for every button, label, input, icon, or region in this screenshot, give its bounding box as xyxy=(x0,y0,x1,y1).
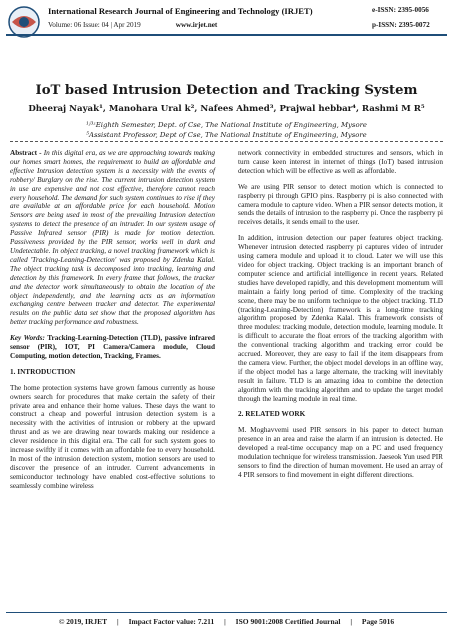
related-work-heading: 2. RELATED WORK xyxy=(238,410,306,419)
paper-authors: Dheeraj Nayak¹, Manohara Ural k², Nafees Ahmed³, Prajwal hebbar⁴, Rashmi M R⁵ xyxy=(28,104,425,114)
abstract xyxy=(10,149,215,327)
footer-sep: | xyxy=(224,617,226,626)
journal-name: International Research Journal of Engineering and Technology (IRJET) xyxy=(48,6,313,16)
footer-iso: ISO 9001:2008 Certified Journal xyxy=(235,617,341,626)
pir-paragraph: We are using PIR sensor to detect motion which is connected to raspberry pi through GPIO pins. Raspberry pi is also connected with camera module to capture video. When a PIR sensor detects motion, it sends the details of intrusion to the raspberry pi. Once the raspberry pi receives details, it sends email to the user. xyxy=(238,182,443,227)
footer-copyright: © 2019, IRJET xyxy=(58,617,108,626)
related-work-paragraph: M. Moghavvemi used PIR sensors in his paper to detect human presence in an area and raise the alarm if an intrusion is detected. He developed a real-time occupancy map on a PC and used frequency modulation technique for wireless transmission. Jaeseok Yun used PIR sensors to find the direction of human movement. He used an array of 4 PIR sensors to find movement in eight different directions. xyxy=(238,426,443,479)
page-footer xyxy=(0,612,453,632)
affiliation-students: ¹ʲ³ʴEighth Semester, Dept. of Cse, The National Institute of Engineering, Mysore xyxy=(86,121,367,129)
journal-header xyxy=(0,0,453,44)
keywords-label: Key Words: xyxy=(10,334,45,343)
intro-paragraph-cont: network connectivity in embedded structures and sensors, which in turn cause keen interest in internet of things (IoT) based intrusion detection which will be effective as well as affordable. xyxy=(238,149,443,175)
footer-sep: | xyxy=(350,617,352,626)
abstract-text: In this digital era, as we are approaching towards making our homes smart homes, the requirement to build an affordable and effective Intrusion detection system is a necessity with the events of robbery/ Burglary on the rise. The current intrusion detection system in use are expensive and not cost effective, therefore cannot reach every household. The demand for such system continues to rise if they are available at an affordable price for each household. Motion Sensors are being used in most of the prevailing Intrusion detection systems to detect the presence of an intruder. In our system usage of Passive Infrared sensor (PIR) is made for motion detection. Passiveness provided by the PIR sensor, works well in dark and Undetectable. In object tracking, a novel tracking framework which is called 'Tracking-Leaning-Detection' was proposed by Zdenka Kalal. The object tracking task is decomposed into tracking, learning and detection by this framework. In every frame that follows, the tracker and the detector work simultaneously to obtain the location of the object independently, and the learning acts as an information exchanging centre between tracker and detector. The experimental results on the public data set show that the proposed algorithm has better tracking performance and robustness. xyxy=(10,149,215,327)
intro-heading: 1. INTRODUCTION xyxy=(10,367,76,376)
keywords-text: Tracking-Learning-Detection (TLD), passive infrared sensor (PIR), IOT, PI Camera/Camera module, Cloud Computing, motion detection, Tracking, Frames. xyxy=(10,334,215,360)
keywords xyxy=(10,334,215,361)
footer-page-number: Page 5016 xyxy=(361,617,395,626)
eissn: e-ISSN: 2395-0056 xyxy=(372,6,429,14)
footer-divider xyxy=(6,612,447,613)
journal-website-link[interactable]: www.irjet.net xyxy=(175,21,218,29)
volume-issue: Volume: 06 Issue: 04 | Apr 2019 xyxy=(48,21,141,29)
right-column xyxy=(238,149,443,487)
intro-paragraph: The home protection systems have grown famous currently as house owners search for procedures that make certain the safety of their private area and enhance their home values. These days the want to construct a cheap and powerful intrusion detection system is a necessity with the activities of intrusion or robbery at the upward thrust and as we are drawing near towards making our residence a clever residence in this digital era. The call for such system goes to increase swiftly if it comes with an affordable fee to every household. In most of the intrusion detection system, motion sensors are used to discover the presence of an intruder. Current advancements in semiconductor technology have enabled cost-effective solutions to seamlessly combine wireless xyxy=(10,383,215,490)
paper-title: IoT based Intrusion Detection and Tracking System xyxy=(35,83,418,98)
header-divider xyxy=(6,34,447,36)
left-column xyxy=(10,149,215,498)
footer-impact: Impact Factor value: 7.211 xyxy=(128,617,215,626)
abstract-label: Abstract - xyxy=(10,149,42,157)
affiliation-professor: ⁵Assistant Professor, Dept of Cse, The National Institute of Engineering, Mysore xyxy=(86,131,367,139)
footer-sep: | xyxy=(117,617,119,626)
tracking-paragraph: In addition, intrusion detection our paper features object tracking. Whenever intrusion detected raspberry pi captures video of intruder using camera module and upload it to cloud. Later we will use this video for object tracking. Object tracking is an important branch of computer science and artificial intelligence in recent years. Related studies have developed rapidly, and this development momentum will maintain a fairly long period of time. Complexity of the tracking scene, there may be no uniform technique to the object tracking. TLD (tracking-Leaning-Detection) framework is a long-time tracking algorithm proposed by Zdenka Kalal. This framework consists of three modules: tracking module, detection module, learning module. It is difficult to accurate the float errors of the tracking algorithm with the conventional tracking algorithm and tracking error could be accrued. Moreover, they are easy to fail if the item disappears from the camera view. Further, the object model develops in an offline way, if the object model has a large alternate, the tracking will inevitably result in failure. TLD is an amazing idea to combine the detection algorithm with the tracking algorithm and to update the target model through the learning module in real time. xyxy=(238,234,443,403)
pissn: p-ISSN: 2395-0072 xyxy=(372,21,430,29)
section-separator xyxy=(10,141,443,142)
